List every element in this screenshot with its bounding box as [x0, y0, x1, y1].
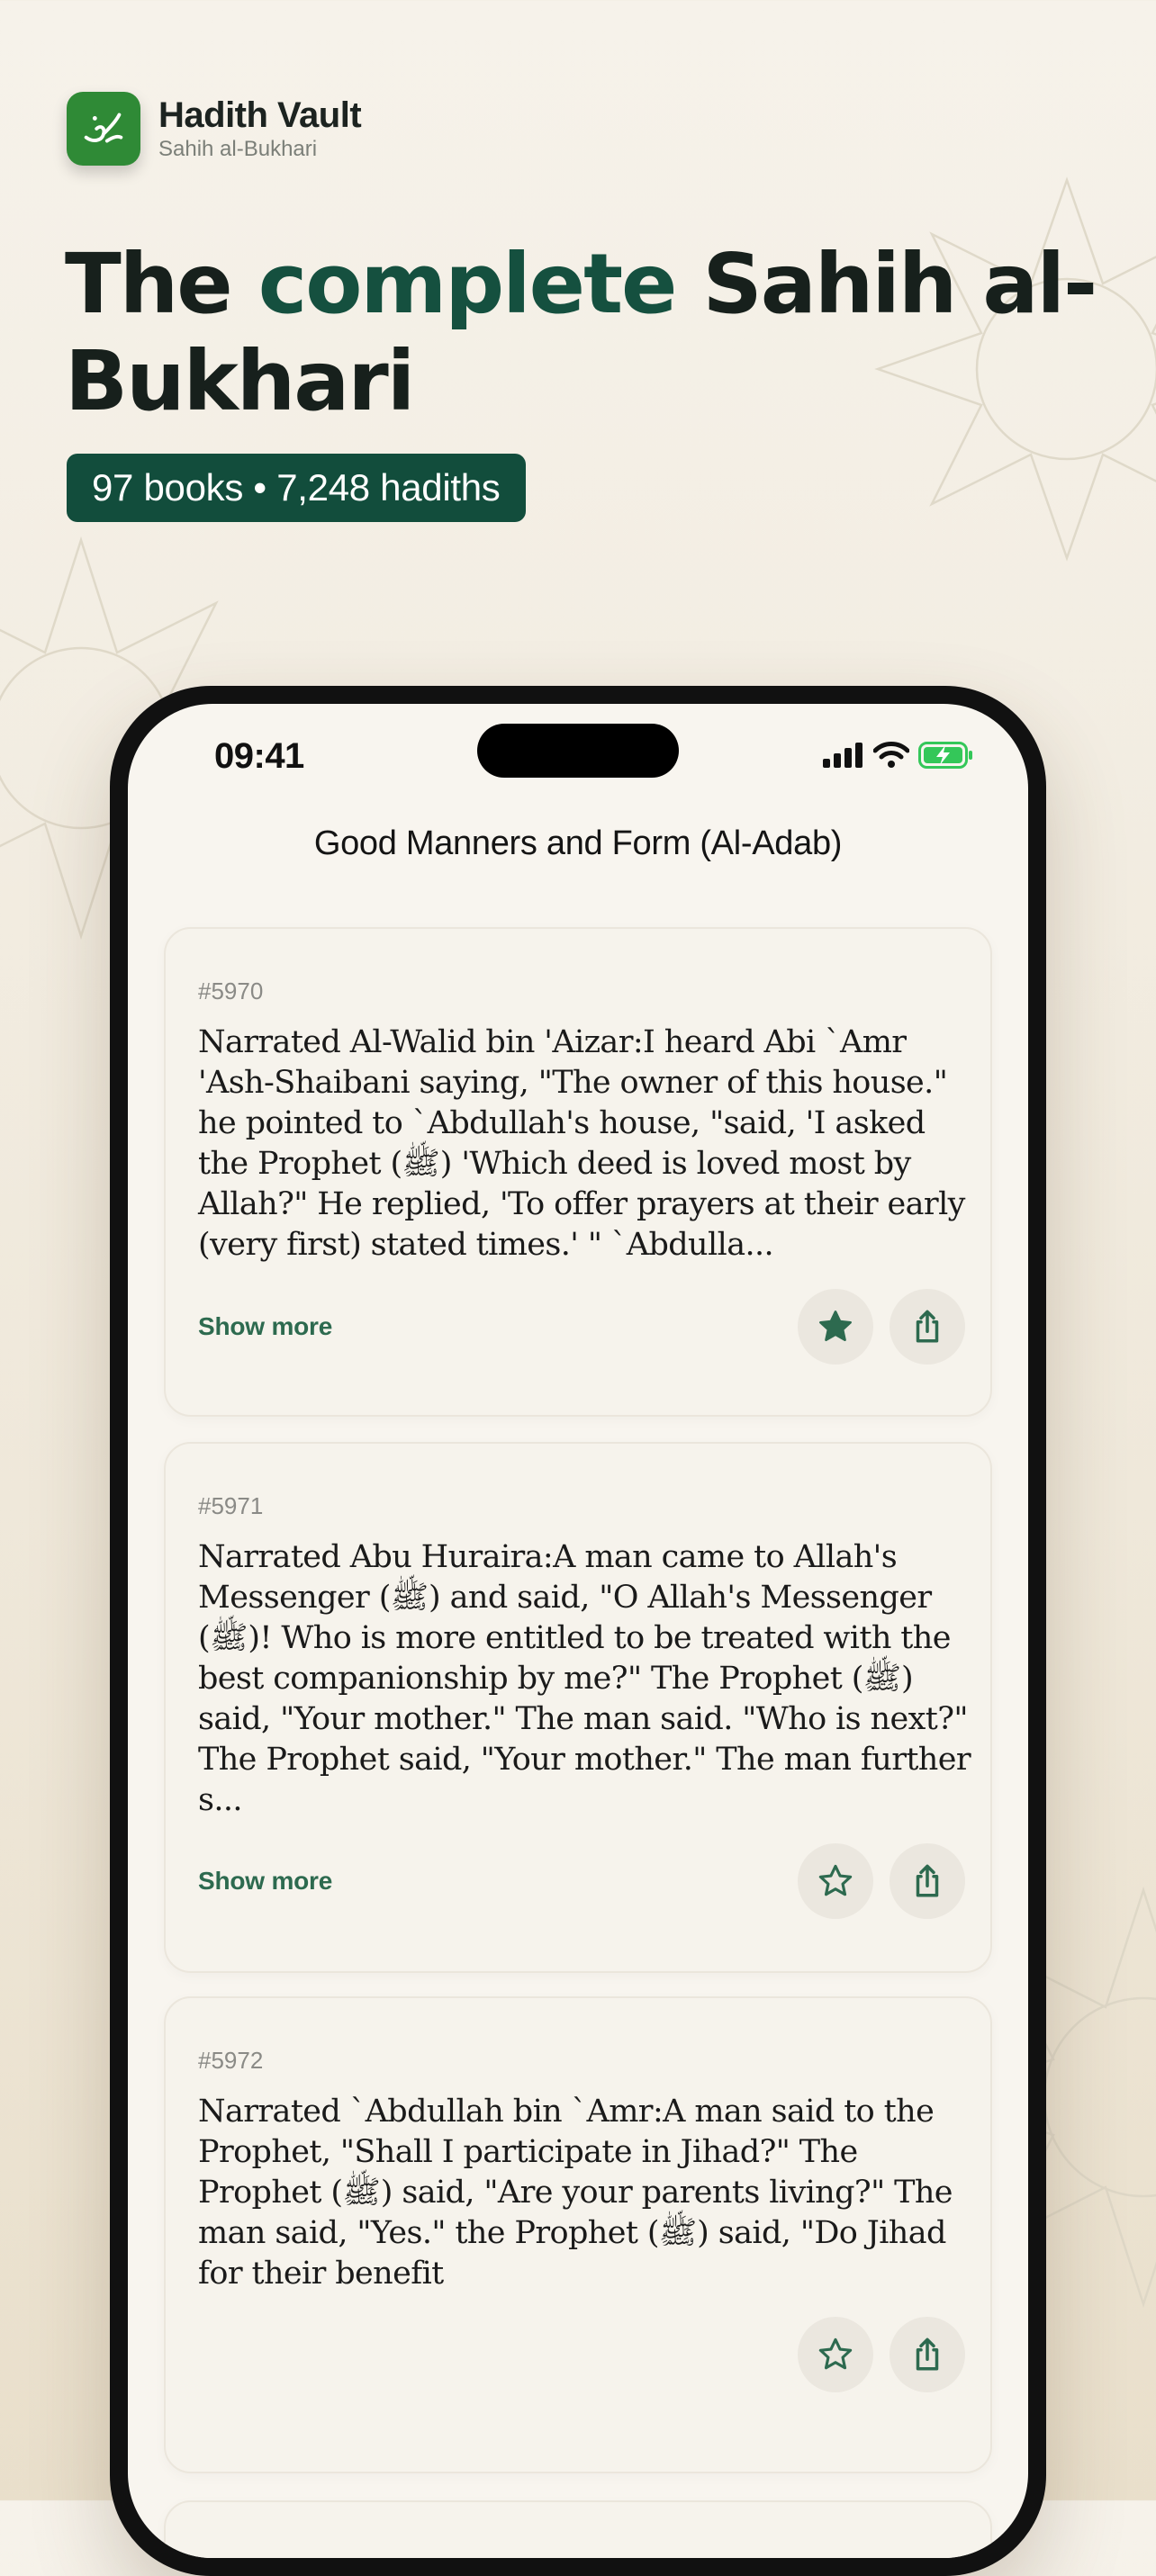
- app-icon: [67, 92, 140, 166]
- hero-title-prefix: The: [65, 236, 258, 332]
- hadith-text: Narrated Abu Huraira:A man came to Allah's Messenger (ﷺ) and said, "O Allah's Messenger (ﷺ)! Who is more entitled to be treated with the best companionship by me?" The Prophet (ﷺ) said, "Your mother." The man said. "Who is next?" The Prophet said, "Your mother." The man further s...: [198, 1539, 971, 1818]
- share-button[interactable]: [890, 1289, 965, 1365]
- share-button[interactable]: [890, 2317, 965, 2392]
- wifi-icon: [873, 742, 909, 769]
- hadith-card: [164, 1996, 992, 2473]
- stats-pill: 97 books • 7,248 hadiths: [67, 454, 526, 522]
- status-bar: [128, 704, 1028, 812]
- arabic-calligraphy-icon: [77, 103, 130, 155]
- share-icon: [908, 1308, 946, 1346]
- hadith-card: [164, 1442, 992, 1973]
- phone-screen: [128, 704, 1028, 2558]
- hadith-card: [164, 927, 992, 1417]
- star-outline-icon: [817, 1862, 854, 1900]
- status-icons: [823, 742, 974, 769]
- star-filled-icon: [817, 1308, 854, 1346]
- hadith-text: Narrated `Abdullah bin `Amr:A man said to the Prophet, "Shall I participate in Jihad?" The Prophet (ﷺ) said, "Are your parents living?" The man said, "Yes." the Prophet (ﷺ) said, "Do Jihad for their benefit: [198, 2094, 953, 2292]
- favorite-button[interactable]: [798, 2317, 873, 2392]
- app-subtitle: Sahih al-Bukhari: [158, 137, 318, 161]
- hadith-number: #5972: [198, 2047, 264, 2074]
- show-more-link[interactable]: Show more: [198, 1312, 333, 1340]
- share-icon: [908, 2336, 946, 2373]
- star-outline-icon: [817, 2336, 854, 2373]
- battery-charging-icon: [918, 742, 974, 769]
- app-header: [67, 92, 361, 166]
- hadith-text: Narrated Al-Walid bin 'Aizar:I heard Abi `Amr 'Ash-Shaibani saying, "The owner of this house." he pointed to `Abdullah's house, "said, 'I asked the Prophet (ﷺ) 'Which deed is loved most by Allah?" He replied, 'To offer prayers at their early (very first) stated times.' " `Abdulla...: [198, 1024, 965, 1263]
- share-button[interactable]: [890, 1843, 965, 1919]
- hero-title-accent: complete: [257, 236, 676, 332]
- cellular-signal-icon: [823, 743, 864, 768]
- hero-title-suffix: Sahih al-Bukhari: [65, 236, 1097, 429]
- share-icon: [908, 1862, 946, 1900]
- dynamic-island: [477, 724, 679, 778]
- favorite-button[interactable]: [798, 1843, 873, 1919]
- hadith-number: #5971: [198, 1492, 264, 1519]
- hadith-card: [164, 2500, 992, 2558]
- nav-title: Good Manners and Form (Al-Adab): [313, 824, 843, 862]
- show-more-link[interactable]: Show more: [198, 1867, 333, 1895]
- hadith-number: #5970: [198, 977, 264, 1004]
- hero-title: [65, 236, 1127, 430]
- app-name: Hadith Vault: [158, 95, 362, 135]
- favorite-button[interactable]: [798, 1289, 873, 1365]
- status-time: 09:41: [214, 736, 304, 776]
